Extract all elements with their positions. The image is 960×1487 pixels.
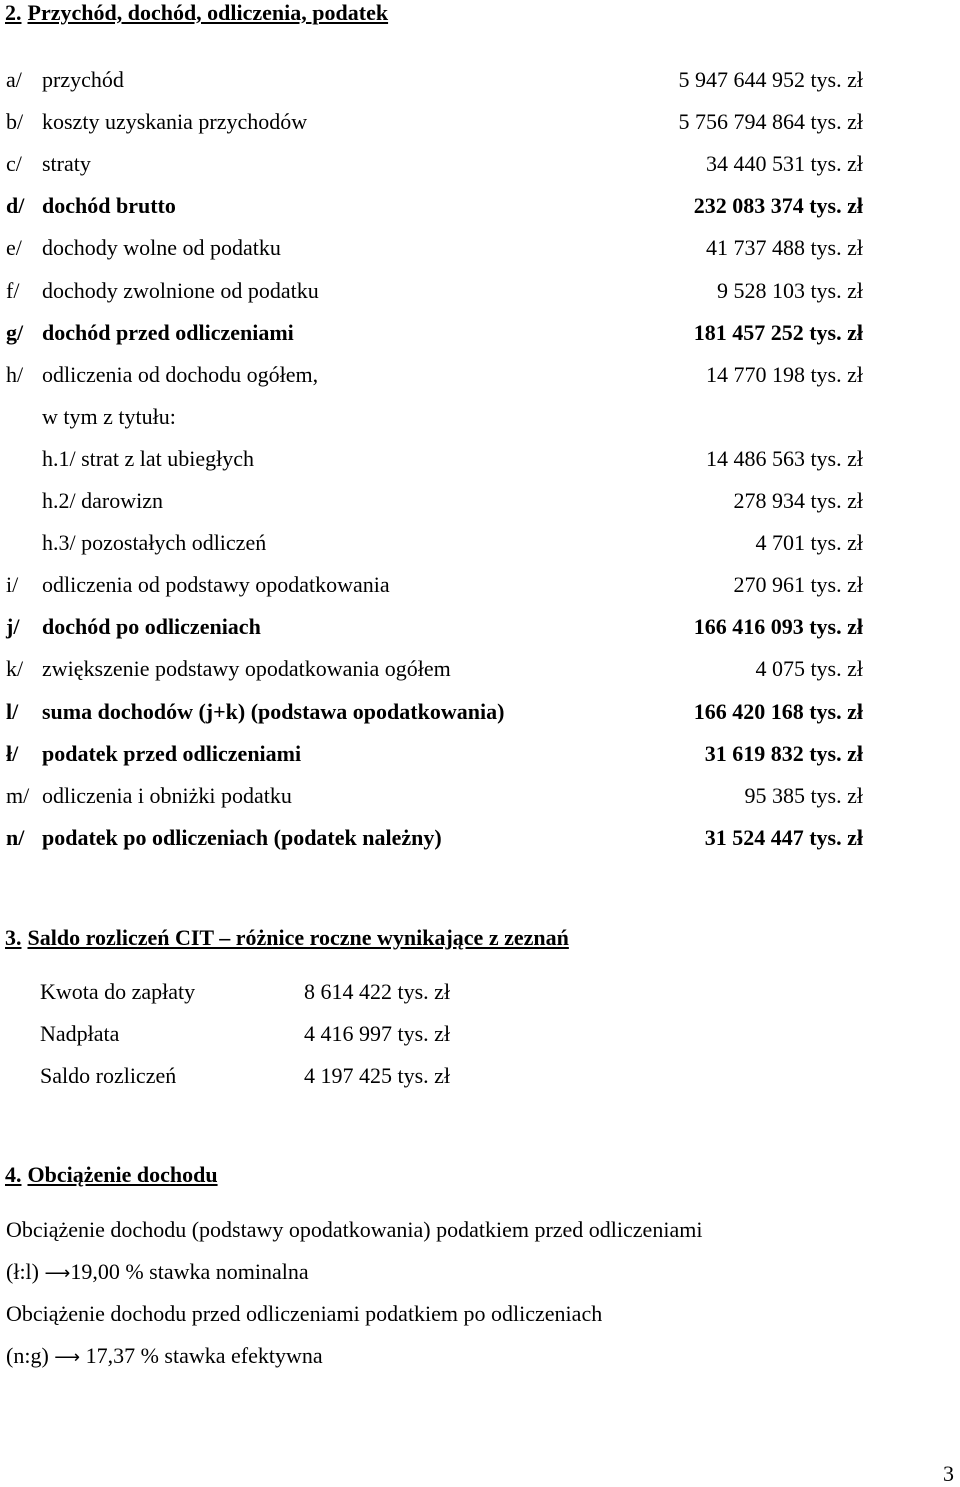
row-value: 4 075 tys. zł [755, 656, 863, 681]
ratio-label: (ł:l) [6, 1259, 45, 1284]
row-label: dochód przed odliczeniami [42, 320, 294, 345]
row-label: h.2/ darowizn [42, 488, 163, 513]
section-2-row [0, 66, 960, 94]
row-code: d/ [6, 193, 25, 218]
section-2-row [0, 782, 960, 810]
effective-rate: 17,37 % stawka efektywna [80, 1343, 323, 1368]
row-value: 41 737 488 tys. zł [705, 235, 863, 260]
row-label: podatek po odliczeniach (podatek należny) [42, 825, 442, 850]
section-4-line-1: Obciążenie dochodu (podstawy opodatkowania) podatkiem przed odliczeniami [6, 1217, 703, 1242]
row-label: odliczenia od podstawy opodatkowania [42, 572, 390, 597]
row-value: 4 416 997 tys. zł [304, 1021, 451, 1046]
section-4-title: Obciążenie dochodu [27, 1162, 218, 1187]
row-label: podatek przed odliczeniami [42, 741, 302, 766]
section-2-row [0, 445, 960, 473]
row-value: 9 528 103 tys. zł [716, 278, 863, 303]
row-code: m/ [6, 783, 30, 808]
row-code: h/ [6, 362, 24, 387]
row-value: 181 457 252 tys. zł [693, 320, 863, 345]
section-2-heading [5, 0, 388, 26]
row-code: k/ [6, 656, 24, 681]
row-label: zwiększenie podstawy opodatkowania ogółem [42, 656, 451, 681]
row-code: j/ [6, 614, 20, 639]
arrow-right-icon: ⟶ [54, 1347, 81, 1368]
section-4-number: 4. [5, 1162, 22, 1187]
row-value: 34 440 531 tys. zł [705, 151, 863, 176]
row-code: b/ [6, 109, 24, 134]
arrow-right-icon: ⟶ [44, 1263, 71, 1284]
section-2-row [0, 361, 960, 389]
row-label: straty [42, 151, 91, 176]
row-code: i/ [6, 572, 19, 597]
ratio-label: (n:g) [6, 1343, 55, 1368]
row-code: c/ [6, 151, 22, 176]
section-2-row [0, 487, 960, 515]
section-2-row [0, 234, 960, 262]
nominal-rate: 19,00 % stawka nominalna [70, 1259, 309, 1284]
row-value: 166 416 093 tys. zł [693, 614, 863, 639]
section-3-title: Saldo rozliczeń CIT – różnice roczne wynikające z zeznań [27, 925, 569, 950]
row-value: 5 756 794 864 tys. zł [678, 109, 863, 134]
row-label: dochód brutto [42, 193, 176, 218]
section-4-line-2 [6, 1258, 309, 1288]
row-value: 31 524 447 tys. zł [704, 825, 863, 850]
section-2-row [0, 613, 960, 641]
section-2-row [0, 740, 960, 768]
row-label: przychód [42, 67, 124, 92]
row-label: odliczenia i obniżki podatku [42, 783, 292, 808]
row-code: n/ [6, 825, 25, 850]
row-label: Kwota do zapłaty [40, 979, 196, 1004]
section-2-row [0, 319, 960, 347]
section-2-row [0, 529, 960, 557]
section-2-row [0, 192, 960, 220]
section-2-row [0, 571, 960, 599]
row-label: dochody wolne od podatku [42, 235, 281, 260]
row-value: 95 385 tys. zł [744, 783, 863, 808]
row-code: a/ [6, 67, 22, 92]
section-2-row [0, 403, 960, 431]
row-label: koszty uzyskania przychodów [42, 109, 308, 134]
row-value: 14 770 198 tys. zł [705, 362, 863, 387]
row-label: dochody zwolnione od podatku [42, 278, 319, 303]
section-3-row [0, 1062, 960, 1090]
section-2-title: Przychód, dochód, odliczenia, podatek [27, 0, 389, 25]
row-code: e/ [6, 235, 22, 260]
row-code: ł/ [6, 741, 19, 766]
row-label: suma dochodów (j+k) (podstawa opodatkowania) [42, 699, 505, 724]
row-value: 4 197 425 tys. zł [304, 1063, 451, 1088]
section-3-number: 3. [5, 925, 22, 950]
row-label: odliczenia od dochodu ogółem, [42, 362, 319, 387]
section-2-row [0, 108, 960, 136]
page-number: 3 [943, 1461, 954, 1486]
section-4-line-3: Obciążenie dochodu przed odliczeniami podatkiem po odliczeniach [6, 1301, 603, 1326]
section-2-row [0, 655, 960, 683]
row-value: 14 486 563 tys. zł [705, 446, 863, 471]
row-code: l/ [6, 699, 19, 724]
row-code: f/ [6, 278, 20, 303]
section-2-row [0, 277, 960, 305]
row-label: w tym z tytułu: [42, 404, 176, 429]
section-2-row [0, 698, 960, 726]
row-code: g/ [6, 320, 24, 345]
section-4-heading [5, 1162, 218, 1188]
section-2-row [0, 824, 960, 852]
row-value: 4 701 tys. zł [755, 530, 863, 555]
row-label: h.3/ pozostałych odliczeń [42, 530, 267, 555]
row-label: Nadpłata [40, 1021, 120, 1046]
section-3-row [0, 1020, 960, 1048]
row-label: h.1/ strat z lat ubiegłych [42, 446, 254, 471]
row-value: 166 420 168 tys. zł [693, 699, 863, 724]
row-value: 31 619 832 tys. zł [704, 741, 863, 766]
row-value: 270 961 tys. zł [733, 572, 863, 597]
section-2-number: 2. [5, 0, 22, 25]
section-3-heading [5, 925, 569, 951]
section-3-row [0, 978, 960, 1006]
row-value: 278 934 tys. zł [733, 488, 863, 513]
row-value: 232 083 374 tys. zł [693, 193, 863, 218]
section-2-row [0, 150, 960, 178]
section-4-line-4 [6, 1342, 323, 1372]
row-value: 8 614 422 tys. zł [304, 979, 451, 1004]
row-label: dochód po odliczeniach [42, 614, 261, 639]
row-label: Saldo rozliczeń [40, 1063, 177, 1088]
row-value: 5 947 644 952 tys. zł [678, 67, 863, 92]
